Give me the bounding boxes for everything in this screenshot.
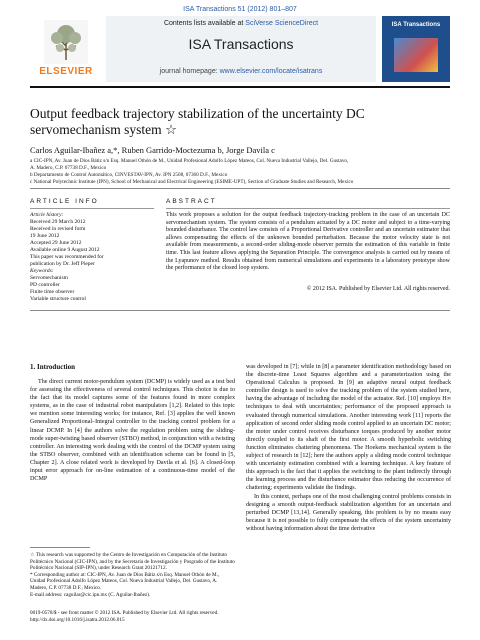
body-column-right (246, 363, 451, 533)
homepage-prefix: journal homepage: (159, 68, 220, 75)
journal-banner (30, 16, 450, 82)
paragraph: was developed in [7]; while in [8] a parameter identification methodology based on the discrete-time Least Squares algorithm and a parameterization using the Operational Calculus is proposed. In [9] an adaptive neural output feedback controller design is used to solve the tracking problem of the system studied here, having the advantage of including the model of the actuator. Ref. [10] employs H∞ techniques to deal with uncertainties; performance of the proposed approach is evaluated through numerical simulations. Another interesting work [11] reports the application of second order sliding mode control applied to an uncertain DC motor; the motor under control receives disturbance torques produced by another motor directly coupled to its shaft of the first motor. A smooth hyperbolic switching function eliminates chattering phenomena. The Hoekens mechanical system is the subject of research in [12]; here the authors apply a sliding mode control technique with uncertainty estimation combined with a learning technique. A key feature of this approach is the fact that it applies the switching to the plant indirectly through the learning process and the disturbance estimator thus reducing the occurrence of chattering; experiments validate the findings. (246, 364, 451, 492)
history-line: Available online 9 August 2012 (30, 247, 100, 253)
history-line: Accepted 29 June 2012 (30, 240, 82, 246)
contents-line (106, 20, 376, 27)
homepage-link[interactable]: www.elsevier.com/locate/isatrans (219, 68, 323, 75)
keywords (30, 268, 154, 303)
article-info-heading: ARTICLE INFO (30, 198, 99, 205)
abstract-text: This work proposes a solution for the output feedback trajectory-tracking problem in the case of an uncertain DC servomechanism system. The system consists of a pendulum actuated by a DC motor and subject to a time-varying bounded disturbance. The control law consists of a Proportional Derivative controller and an uncertain estimator that allows compensating the effects of the unknown bounded perturbation. Because the motor velocity state is not available from measurements, a second-order sliding-mode observer permits the estimation of this variable in finite time. This last feature allows applying the Separation Principle. The convergence analysis is carried out by means of the Lyapunov method. Results obtained from numerical simulations and experiments in a laboratory prototype show the performance of the closed loop system. (166, 212, 450, 272)
keywords-label: Keywords: (30, 268, 54, 274)
banner-center (106, 16, 376, 82)
affiliation-line: c National Polytechnic Institute (IPN), School of Mechanical and Electrical Engineering (ESIME-UPT), Section of Graduate Studies and Research, Mexico (30, 179, 354, 185)
doi-link[interactable]: http://dx.doi.org/10.1016/j.isatra.2012.06.015 (30, 616, 125, 623)
introduction-heading: 1. Introduction (30, 363, 75, 371)
issn-line: 0019-0578/$ - see front matter © 2012 ISA. Published by Elsevier Ltd. All rights reserved. (30, 610, 219, 616)
keyword: Variable structure control (30, 296, 86, 302)
history-line: 19 June 2012 (30, 233, 60, 239)
affiliation-line: A. Madero, C.P. 07738 D.F., Mexico (30, 165, 107, 171)
affiliation-line: b Departamento de Control Automático, CINVESTAV-IPN, Av. IPN 2508, 07360 D.F., Mexico (30, 172, 228, 178)
affiliations (30, 158, 450, 186)
footnote: ☆ This research was supported by the Centro de Investigación en Computación of the Instituto Politécnico Nacional (CIC-IPN), and by the Secretaría de Investigación y Posgrado of the Instituto Politécnico Nacional (SIP-IPN), under Research Grant 20121712. (30, 552, 235, 572)
article-info-divider (30, 208, 154, 209)
cover-image (394, 38, 438, 72)
article-title: Output feedback trajectory stabilization of the uncertainty DC servomechanism system ☆ (30, 106, 365, 137)
section-divider (30, 188, 450, 189)
abstract-end-divider (30, 310, 450, 311)
article-history (30, 212, 154, 268)
footnote-email[interactable]: E-mail address: caguilar@cic.ipn.mx (C. Aguilar-Ibañez). (30, 591, 151, 598)
history-label: Article history: (30, 212, 64, 218)
history-line: Received 29 March 2012 (30, 219, 86, 225)
footnotes (30, 552, 235, 598)
affiliation-line: a CIC-IPN, Av. Juan de Dios Bátiz s/n Esq. Manuel Othón de M., Unidad Profesional Adolfo López Mateos, Col. Nueva Industrial Vallejo, Del. Gustavo, (30, 158, 349, 164)
history-line: publication by Dr. Jeff Pieper (30, 261, 95, 267)
footnote: * Corresponding author at: CIC-IPN, Av. Juan de Dios Bátiz s/n Esq. Manuel Othón de M., Unidad Profesional Adolfo López Mateos, Col. Nueva Industrial Vallejo, Del. Gustavo, A. Madero, C.P. 07738 D.F., Mexico. (30, 571, 220, 591)
abstract-heading: ABSTRACT (166, 198, 217, 205)
abstract-divider (166, 208, 450, 209)
page-footer (30, 610, 450, 624)
journal-reference[interactable]: ISA Transactions 51 (2012) 801–807 (183, 6, 297, 13)
paragraph: The direct current motor-pendulum system (DCMP) is widely used as a test bed for assessing the effectiveness of several control techniques. This choice is due to the fact that its model captures some of the features found in more complex systems, as in the case of industrial robot manipulators [1,2]. Related to this topic we mention some interesting works; for instance, Ref. [3] applies the well known Generalized Proportional–Integral controller to the tracking control problem for a linear DCMP. In [4] the authors solve the regulation problem using the sliding-mode super-twisting based observer (STBO) method, in conjunction with a twisting controller. An interesting work dealing with the control of the DCMP system using the STBO observer, combined with an identification scheme can be found in [5, Chapter 2]. A close related work is developed by Davila et al. [6]. A closed-loop input error approach for on-line estimation of a continuous-time model of the DCMP (30, 379, 235, 483)
publisher-logo[interactable] (30, 16, 102, 82)
keyword: PD controller (30, 282, 60, 288)
author-list[interactable]: Carlos Aguilar-Ibañez a,*, Ruben Garrido-Moctezuma b, Jorge Davila c (30, 145, 275, 155)
keyword: Servomechanism (30, 275, 68, 281)
header-divider (30, 86, 450, 88)
abstract-copyright: © 2012 ISA. Published by Elsevier Ltd. All rights reserved. (306, 286, 450, 292)
cover-title: ISA Transactions (391, 22, 441, 28)
paragraph: In this context, perhaps one of the most challenging control problems consists in designing a smooth output-feedback stabilization algorithm for an uncertain and perturbed DCMP [13,14]. Generally speaking, this problem is by no means easy because it is not possible to fully compensate the effects of the system uncertainty without having information about the time derivative (246, 493, 451, 532)
journal-cover[interactable] (382, 16, 450, 82)
homepage-line (106, 68, 376, 75)
history-line: This paper was recommended for (30, 254, 104, 260)
keyword: Finite time observer (30, 289, 75, 295)
contents-prefix: Contents lists available at (163, 20, 246, 27)
tree-logo-icon (44, 20, 88, 64)
history-line: Received in revised form (30, 226, 86, 232)
journal-title: ISA Transactions (188, 36, 294, 52)
publisher-name: ELSEVIER (39, 66, 93, 77)
sciencedirect-link[interactable]: SciVerse ScienceDirect (245, 20, 319, 27)
body-column-left (30, 378, 235, 483)
footnote-divider (30, 547, 90, 548)
